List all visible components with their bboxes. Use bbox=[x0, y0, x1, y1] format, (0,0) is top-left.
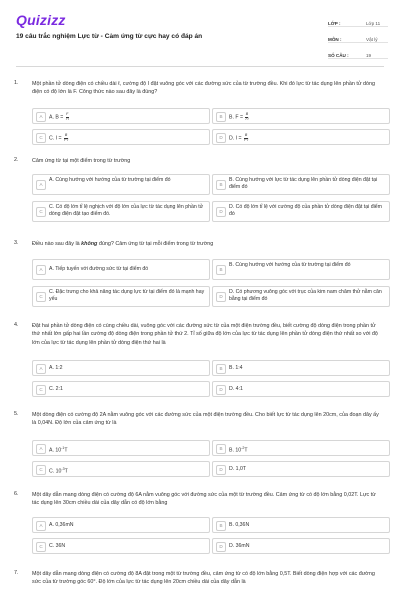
meta-label: SỐ CÂU : bbox=[328, 53, 349, 58]
question-2 bbox=[14, 157, 386, 232]
question-5 bbox=[14, 411, 386, 483]
value-exponent: -2 bbox=[241, 446, 245, 450]
option-text: D. 1,0T bbox=[229, 466, 247, 472]
question-text bbox=[32, 240, 384, 248]
question-number: 2. bbox=[14, 157, 19, 163]
option-text: B. Cùng hướng với hướng của từ trường tại điểm đó bbox=[229, 262, 351, 268]
answer-option-c[interactable] bbox=[32, 129, 210, 145]
option-letter: D bbox=[216, 292, 226, 302]
option-letter: B bbox=[216, 112, 226, 122]
option-letter: B bbox=[216, 265, 226, 275]
value-base: C. 10 bbox=[49, 468, 62, 475]
fraction-numerator: B bbox=[64, 133, 68, 137]
option-text: D. Có độ lớn tỉ lệ với cường độ của phần tử dòng điện đặt tại điểm đó bbox=[229, 204, 382, 217]
question-3 bbox=[14, 240, 386, 315]
question-emphasis: không bbox=[81, 241, 98, 247]
formula-fraction bbox=[64, 134, 68, 142]
question-number: 7. bbox=[14, 570, 19, 576]
option-letter: C bbox=[36, 133, 46, 143]
formula-fraction bbox=[245, 113, 248, 121]
question-6 bbox=[14, 491, 386, 563]
answer-option-d[interactable] bbox=[212, 538, 390, 554]
fraction-denominator: F·l bbox=[64, 137, 69, 142]
option-letter: A bbox=[36, 265, 46, 275]
option-letter: A bbox=[36, 112, 46, 122]
option-text: B. 1:4 bbox=[229, 365, 243, 371]
question-1 bbox=[14, 80, 386, 150]
option-text: C. 36N bbox=[49, 543, 66, 549]
value-exponent: -1 bbox=[61, 446, 65, 450]
option-text: C. Đặc trưng cho khả năng tác dụng lực từ tại điểm đó là mạnh hay yếu bbox=[49, 289, 205, 302]
answer-option-d[interactable] bbox=[212, 129, 390, 145]
formula-fraction bbox=[244, 134, 248, 142]
answer-option-d[interactable] bbox=[212, 381, 390, 397]
answer-option-c[interactable] bbox=[32, 286, 210, 307]
quizizz-logo[interactable]: Quizizz bbox=[16, 12, 66, 28]
meta-label: LỚP : bbox=[328, 21, 341, 26]
option-letter: B bbox=[216, 180, 226, 190]
value-unit: T bbox=[244, 447, 248, 454]
option-text: A. Cùng hướng với hướng của từ trường tại điểm đó bbox=[49, 177, 171, 183]
fraction-denominator: I·l bbox=[65, 116, 69, 121]
answer-option-b[interactable] bbox=[212, 259, 390, 280]
fraction-denominator: I·l bbox=[245, 116, 249, 121]
formula-prefix: A. B = bbox=[49, 114, 64, 121]
fraction-numerator: B bbox=[245, 112, 249, 116]
meta-row-subject bbox=[328, 30, 388, 43]
answer-option-a[interactable] bbox=[32, 517, 210, 533]
option-letter: D bbox=[216, 385, 226, 395]
answer-option-c[interactable] bbox=[32, 538, 210, 554]
answer-option-a[interactable] bbox=[32, 440, 210, 456]
question-number: 5. bbox=[14, 411, 19, 417]
option-text: C. 2:1 bbox=[49, 386, 63, 392]
option-text: A. 0,36mN bbox=[49, 522, 74, 528]
answer-option-a[interactable] bbox=[32, 108, 210, 124]
option-letter: B bbox=[216, 521, 226, 531]
meta-value: Lớp 11 bbox=[366, 21, 381, 26]
answer-option-d[interactable] bbox=[212, 286, 390, 307]
formula-prefix: C. I = bbox=[49, 135, 62, 142]
option-letter: D bbox=[216, 133, 226, 143]
answer-option-d[interactable] bbox=[212, 201, 390, 222]
option-letter: D bbox=[216, 465, 226, 475]
value-exponent: -3 bbox=[61, 467, 65, 471]
option-text: A. 1:2 bbox=[49, 365, 63, 371]
worksheet-meta bbox=[328, 14, 388, 62]
option-letter: A bbox=[36, 444, 46, 454]
option-letter: B bbox=[216, 444, 226, 454]
header-divider bbox=[16, 66, 384, 67]
question-text: Cảm ứng từ tại một điểm trong từ trường bbox=[32, 158, 131, 164]
option-letter: C bbox=[36, 542, 46, 552]
fraction-denominator: F·l bbox=[244, 137, 249, 142]
option-letter: A bbox=[36, 521, 46, 531]
answer-option-c[interactable] bbox=[32, 461, 210, 477]
answer-option-b[interactable] bbox=[212, 174, 390, 195]
option-text: D. Có phương vuông góc với trục của kim nam châm thử nằm cân bằng tại điểm đó bbox=[229, 289, 382, 302]
option-text: D. 4:1 bbox=[229, 386, 243, 392]
formula-prefix: D. I = bbox=[229, 135, 242, 142]
option-letter: A bbox=[36, 364, 46, 374]
answer-option-c[interactable] bbox=[32, 201, 210, 222]
question-text: Một dây dẫn mang dòng điện có cường độ 8A đặt trong một từ trường đều, cảm ứng từ có độ lớn bằng 0,5T. Biết dòng điện hợp với các đường sức của từ trường góc 60°. Độ lớn của lực từ tác dụng lên 20cm chiều dài của dây dẫn là bbox=[32, 571, 375, 586]
question-number: 1. bbox=[14, 80, 19, 86]
option-letter: A bbox=[36, 180, 46, 190]
option-letter: C bbox=[36, 465, 46, 475]
fraction-numerator: F bbox=[66, 112, 69, 116]
worksheet-title: 19 câu trắc nghiệm Lực từ - Cảm ứng từ cực hay có đáp án bbox=[16, 33, 203, 40]
meta-row-count bbox=[328, 46, 388, 59]
option-text: D. 36mN bbox=[229, 543, 250, 549]
question-7 bbox=[14, 570, 386, 600]
fraction-numerator: B bbox=[244, 133, 248, 137]
question-text: Một dòng điện có cường độ 2A nằm vuông góc với các đường sức của một điện trường đều. Cho biết lực từ tác dụng lên 20cm, của đoạn dây ấy là 0,04N. Độ lớn của cảm ứng từ là bbox=[32, 412, 379, 427]
question-text-part: đúng? Cảm ứng từ tại mỗi điểm trong từ trường bbox=[97, 241, 214, 247]
answer-option-a[interactable] bbox=[32, 174, 210, 195]
question-text: Một phần tử dòng điện có chiều dài ℓ, cường độ I đặt vuông góc với các đường sức của từ trường đều. Khi đó lực từ tác dụng lên phần tử dòng điện có độ lớn là F. Công thức nào sau đây là đúng? bbox=[32, 81, 375, 96]
option-text: B. Cùng hướng với lực từ tác dụng lên phần tử dòng điện đặt tại điểm đó bbox=[229, 177, 378, 190]
meta-value: 19 bbox=[366, 53, 372, 58]
value-base: B. 10 bbox=[229, 447, 242, 454]
value-unit: T bbox=[64, 468, 68, 475]
worksheet-header bbox=[0, 0, 400, 68]
option-letter: C bbox=[36, 207, 46, 217]
formula-fraction bbox=[66, 113, 69, 121]
answer-option-c[interactable] bbox=[32, 381, 210, 397]
question-text-part: Điều nào sau đây là bbox=[32, 241, 82, 247]
answer-option-a[interactable] bbox=[32, 259, 210, 280]
question-number: 6. bbox=[14, 491, 19, 497]
option-text: C. Có độ lớn tỉ lệ nghịch với độ lớn của lực từ tác dụng lên phần tử dòng điện đặt tạo điểm đó. bbox=[49, 204, 204, 217]
meta-row-class bbox=[328, 14, 388, 27]
option-letter: C bbox=[36, 292, 46, 302]
option-text: B. 0,36N bbox=[229, 522, 250, 528]
formula-prefix: B. F = bbox=[229, 114, 243, 121]
meta-label: MÔN : bbox=[328, 37, 342, 42]
answer-option-b[interactable] bbox=[212, 360, 390, 376]
question-number: 3. bbox=[14, 240, 19, 246]
option-text: A. Tiếp tuyến với đường sức từ tại điểm đó bbox=[49, 266, 149, 272]
meta-value: Vật lý bbox=[366, 37, 378, 42]
value-base: A. 10 bbox=[49, 447, 62, 454]
answer-option-b[interactable] bbox=[212, 440, 390, 456]
answer-option-b[interactable] bbox=[212, 108, 390, 124]
answer-option-d[interactable] bbox=[212, 461, 390, 477]
question-4 bbox=[14, 322, 386, 402]
option-letter: D bbox=[216, 542, 226, 552]
option-letter: B bbox=[216, 364, 226, 374]
value-unit: T bbox=[64, 447, 68, 454]
answer-option-a[interactable] bbox=[32, 360, 210, 376]
option-letter: D bbox=[216, 207, 226, 217]
question-text: Một dây dẫn mang dòng điện có cường độ 6A nằm vuông góc với đường sức của một từ trường đều. Cảm ứng từ có độ lớn bằng 0,02T. Lực từ tác dụng lên 30cm chiều dài của dây dẫn có độ lớn bằng bbox=[32, 492, 376, 507]
option-letter: C bbox=[36, 385, 46, 395]
answer-option-b[interactable] bbox=[212, 517, 390, 533]
question-text: Đặt hai phần tử dòng điện có cùng chiều dài, vuông góc với các đường sức từ của một điện trường đều, biết cường độ dòng điện trong phần tử thứ nhất lớn gấp hai lần cường độ dòng điện trong phần tử thứ 2. Tỉ số giữa độ lớn của lực từ tác dụng lên phần tử dòng điện thứ nhất so với độ lớn của lực từ tác dụng lên phần tử dòng điện thứ hai là bbox=[32, 323, 378, 346]
question-number: 4. bbox=[14, 322, 19, 328]
